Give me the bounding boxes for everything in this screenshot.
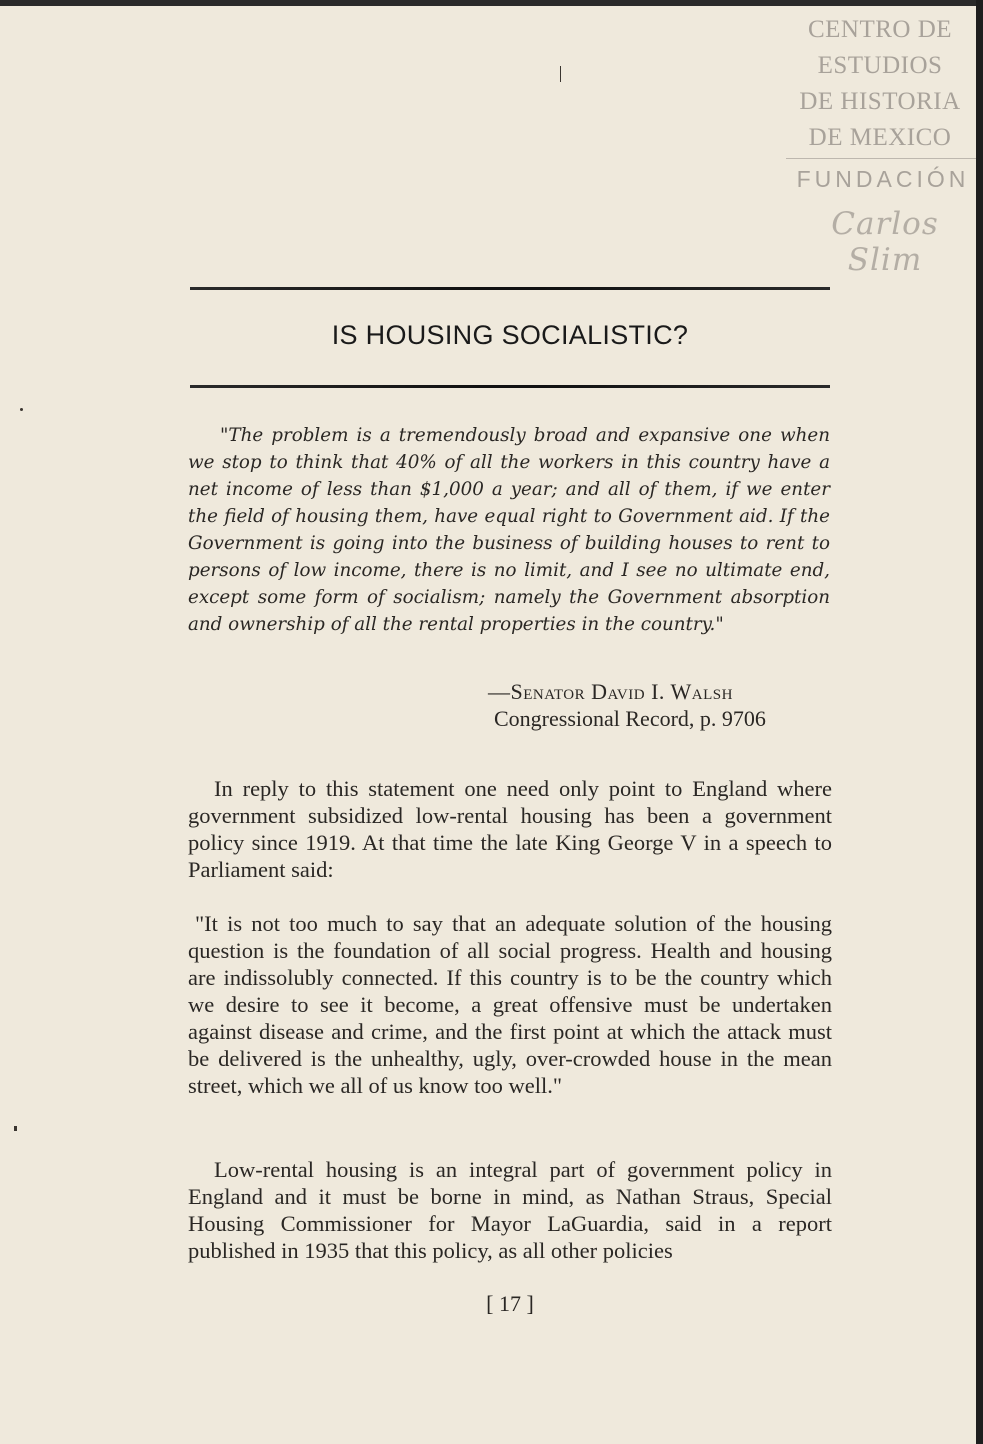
attribution-source: Congressional Record, p. 9706 xyxy=(494,706,766,731)
body-paragraph: In reply to this statement one need only point to England where government subsidized low-rental housing has been a government policy since 1919. At that time the late King George V in a speech to Parliament said: xyxy=(188,776,832,882)
title-rule-bottom xyxy=(190,385,830,388)
body-paragraph: Low-rental housing is an integral part of government policy in England and it must be borne in mind, as Nathan Straus, Special Housing Commissioner for Mayor LaGuardia, said in a report published in 1935 that this policy, as all other policies xyxy=(188,1157,832,1263)
watermark-line: CENTRO DE xyxy=(807,16,953,43)
watermark-divider xyxy=(786,158,976,159)
watermark-foundation: FUNDACIÓN xyxy=(796,166,970,192)
print-mark xyxy=(560,66,561,82)
article-title: IS HOUSING SOCIALISTIC? xyxy=(331,320,689,350)
page-number: [ 17 ] xyxy=(486,1291,534,1316)
archive-watermark xyxy=(785,12,975,156)
attribution-name: —Senator David I. Walsh xyxy=(488,679,733,704)
watermark-signature: Carlos Slim xyxy=(831,206,939,278)
title-rule-top xyxy=(190,287,830,290)
print-speck xyxy=(20,408,23,411)
watermark-line: DE HISTORIA xyxy=(799,88,961,115)
print-speck xyxy=(14,1126,17,1131)
document-page xyxy=(0,6,976,1444)
watermark-line: DE MEXICO xyxy=(808,124,952,151)
king-speech-quote: "It is not too much to say that an adequate solution of the housing question is the foundation of all social progress. Health and housing are indissolubly connected. If this country is to be the country which we desire to see it become, a great offensive must be undertaken against disease and crime, and the first point at which the attack must be delivered is the unhealthy, ugly, over-crowded house in the mean street, which we all of us know too well." xyxy=(188,911,832,1098)
page-edge-shadow xyxy=(976,0,983,1444)
epigraph-quote: "The problem is a tremendously broad and expansive one when we stop to think that 40% of all the workers in this country have a net income of less than $1,000 a year; and all of them, if we enter the field of housing them, have equal right to Government aid. If the Government is going into the business of building houses to rent to persons of low income, there is no limit, and I see no ultimate end, except some form of socialism; namely the Government absorption and ownership of all the rental properties in the country." xyxy=(188,425,830,635)
watermark-line: ESTUDIOS xyxy=(817,52,943,79)
